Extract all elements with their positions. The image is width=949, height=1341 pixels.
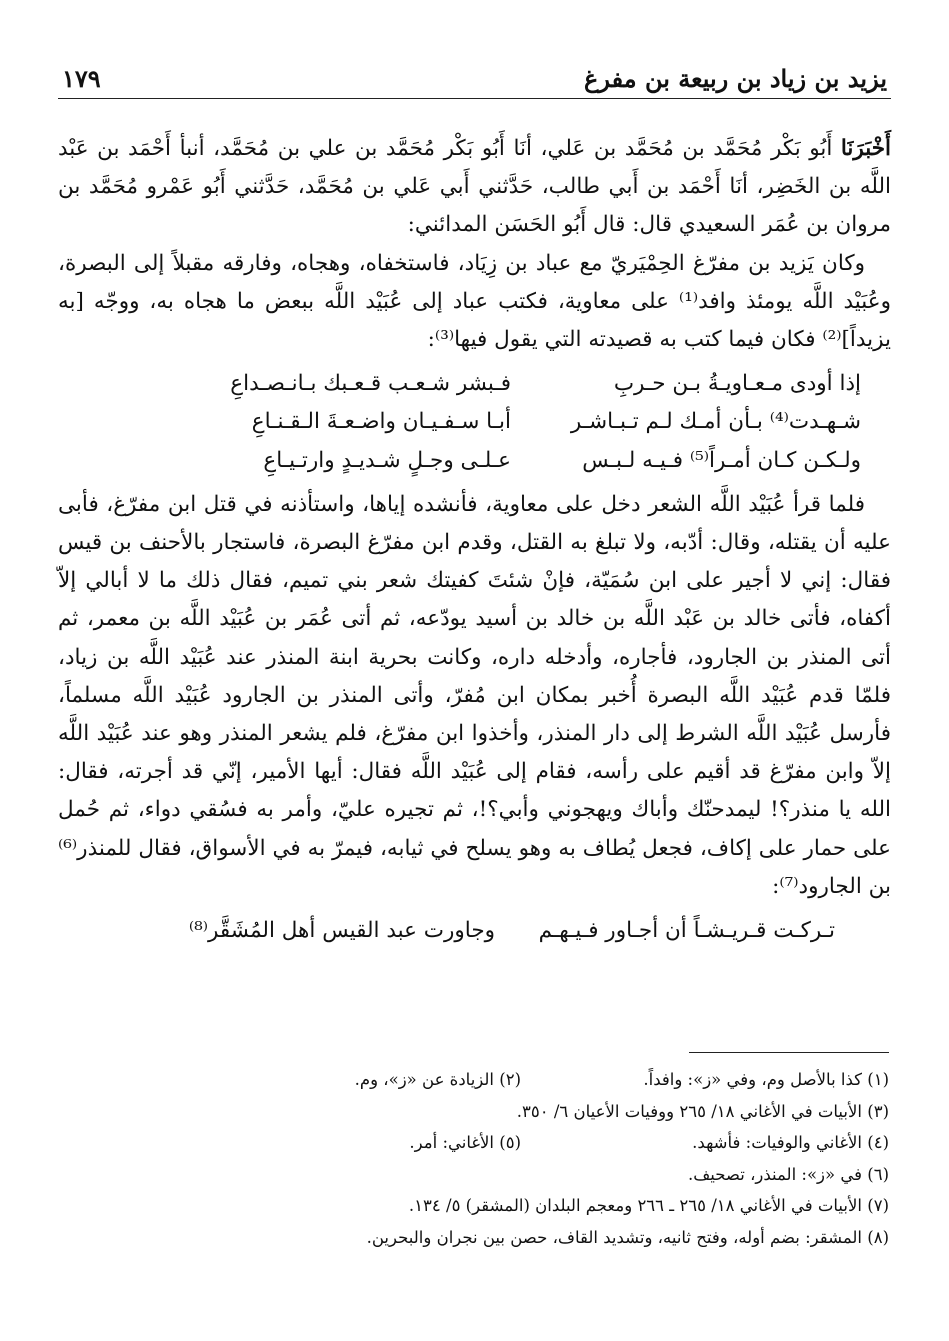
page-number: ١٧٩ xyxy=(62,64,101,93)
hemistich-first: ولـكـن كـان أمـراً⁽⁵⁾ فـيـه لـبـس xyxy=(582,447,861,473)
footnote-row xyxy=(60,1159,889,1191)
hemistich-second: عـلـى وجـلٍ شـديـدٍ وارتـيـاعِ xyxy=(263,447,511,473)
hemistich-second: أبـا سـفـيـان واضـعـةَ الـقـنـاعِ xyxy=(251,409,511,435)
footnote-7: (٧) الأبيات في الأغاني ١٨/ ٢٦٥ ـ ٢٦٦ ومعجم البلدان (المشقر) ٥/ ١٣٤. xyxy=(408,1196,889,1215)
footnote-5: (٥) الأغاني: أمر. xyxy=(409,1133,521,1152)
hemistich-first: شـهـدت⁽⁴⁾ بـأن أمـك لـم تـبـاشـر xyxy=(570,409,861,435)
footnote-4: (٤) الأغاني والوفيات: فأشهد. xyxy=(692,1133,889,1152)
hemistich-second: وجاورت عبد القيس أهل المُشَقَّر⁽⁸⁾ xyxy=(188,918,495,944)
poem-2 xyxy=(58,912,891,950)
verse xyxy=(58,403,891,441)
footnote-3: (٣) الأبيات في الأغاني ١٨/ ٢٦٥ ووفيات الأعيان ٦/ ٣٥٠. xyxy=(516,1101,889,1121)
paragraph-1: وكان يَزيد بن مفرّغ الحِمْيَريّ مع عباد بن زِيَاد، فاستخفاه، وهجاه، وفارقه مقبلاً إلى البصرة، وعُبَيْد اللَّه يومئذ وافد⁽¹⁾ على معاوية، فكتب عباد إلى عُبَيْد اللَّه ببعض ما هجاه به، ووجّه [به يزيداً]⁽²⁾ فكان فيما كتب به قصيدته التي يقول فيها⁽³⁾: xyxy=(58,250,891,353)
footnote-1: (١) كذا بالأصل وم، وفي «ز»: وافداً. xyxy=(643,1070,889,1089)
verse xyxy=(58,442,891,480)
poem-1 xyxy=(58,365,891,480)
footnote-8: (٨) المشقر: بضم أوله، وفتح ثانيه، وتشديد القاف، حصن بين نجران والبحرين. xyxy=(366,1227,889,1247)
running-title: يزيد بن زياد بن ربيعة بن مفرغ xyxy=(584,64,887,93)
hemistich-second: فـبشر شـعـب قـعـبك بـانـصـداعِ xyxy=(230,371,511,397)
footnote-row xyxy=(60,1064,889,1096)
footnote-row xyxy=(60,1222,889,1254)
verse xyxy=(58,365,891,403)
page-header xyxy=(58,54,891,99)
isnad-lead: أَخْبَرَنَا xyxy=(840,136,891,161)
footnote-6: (٦) في «ز»: المنذر، تصحيف. xyxy=(687,1164,889,1184)
footnotes xyxy=(60,1064,889,1253)
footnote-row xyxy=(60,1096,889,1128)
isnad-paragraph xyxy=(58,130,891,245)
footnote-2: (٢) الزيادة عن «ز»، وم. xyxy=(354,1070,521,1089)
isnad-text: أَبُو بَكْر مُحَمَّد بن مُحَمَّد بن عَلي، أنَا أَبُو بَكْر مُحَمَّد بن علي بن مُحَمَّد، أنبأ أَحْمَد بن عَبْد اللَّه بن الخَضِر، أنَا أَحْمَد بن أَبي طالب، حَدَّثني أَبي عَلي بن مُحَمَّد، حَدَّثني أَبُو عَمْرو مُحَمَّد بن مروان بن عُمَر السعيدي قال: قال أَبُو الحَسَن المدائني: xyxy=(58,136,891,238)
main-text xyxy=(58,130,891,956)
verse xyxy=(58,912,891,950)
footnote-row xyxy=(60,1127,889,1159)
hemistich-first: إذا أودى مـعـاويـةُ بـن حـربِ xyxy=(613,371,861,397)
paragraph-2: فلما قرأ عُبَيْد اللَّه الشعر دخل على معاوية، فأنشده إياها، واستأذنه في قتل ابن مفرّغ، فأبى عليه أن يقتله، وقال: أدّبه، ولا تبلغ به القتل، وقدم ابن مفرّغ البصرة، فاستجار بالأحنف بن قيس فقال: إني لا أجير على ابن سُمَيّة، فإنْ شئتَ كفيتك شعر بني تميم، فقال ذلك ما لا أبالي إلاّ أكفاه، فأتى خالد بن عَبْد اللَّه بن خالد بن أسيد يودّعه، ثم أتى عُمَر بن عُبَيْد اللَّه بن معمر، ثم أتى المنذر بن الجارود، فأجاره، وأدخله داره، وكانت بحرية ابنة المنذر عند عُبَيْد اللَّه بن زياد، فلمّا قدم عُبَيْد اللَّه البصرة أُخبر بمكان ابن مُفرّ، وأتى المنذر بن الجارود عُبَيْد اللَّه مسلماً، فأرسل عُبَيْد اللَّه الشرط إلى دار المنذر، وأخذوا ابن مفرّغ، فلم يشعر المنذر وهو عند عُبَيْد اللَّه إلاّ وابن مفرّغ قد أقيم على رأسه، فقام إلى عُبَيْد اللَّه فقال: أيها الأمير، إنّي قد أجرته، فقال: الله يا منذر؟! ليمدحنّك وأباك ويهجوني وأبي؟!، ثم تجيره عليّ، وأمر به فسُقي دواء، ثم حُمل على حمار على إكاف، فجعل يُطاف به وهو يسلح في ثيابه، فيمرّ به في الأسواق، فقال للمنذر⁽⁶⁾ بن الجارود⁽⁷⁾: xyxy=(58,491,891,899)
footnote-divider xyxy=(689,1052,889,1053)
hemistich-first: تـركـت قـريـشـاً أن أجـاور فـيـهـم xyxy=(538,918,835,944)
footnote-row xyxy=(60,1190,889,1222)
